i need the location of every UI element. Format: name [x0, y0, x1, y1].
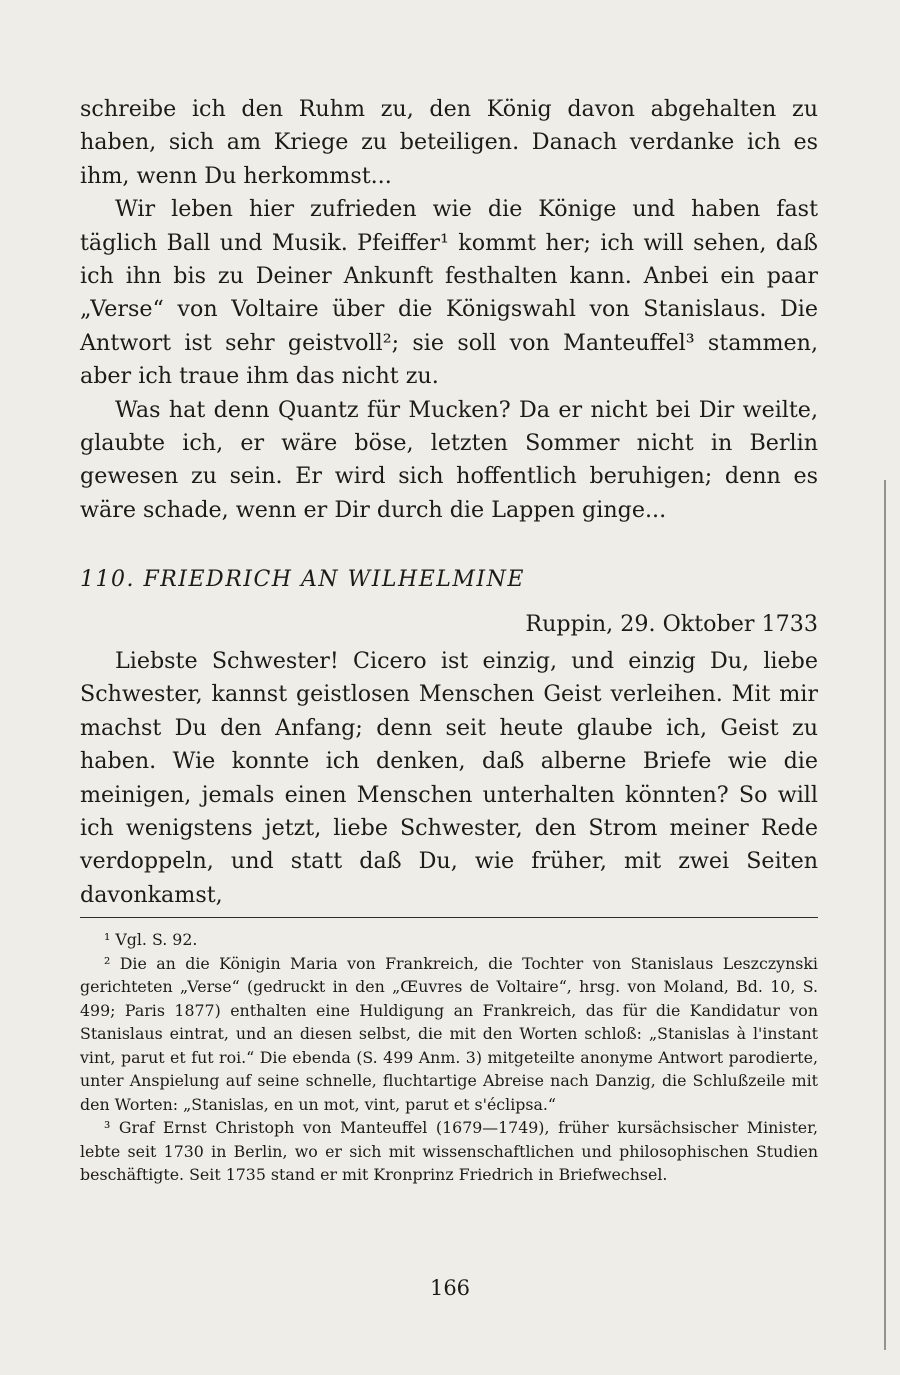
footnote-1: ¹ Vgl. S. 92. [104, 930, 198, 949]
letter-body [80, 645, 818, 912]
letter-place-date: Ruppin, 29. Oktober 1733 [525, 611, 818, 637]
footnote-divider [80, 917, 818, 918]
paragraph-3: Was hat denn Quantz für Mucken? Da er nicht bei Dir weilte, glaubte ich, er wäre böse, letzten Sommer nicht in Berlin gewesen zu sein. Er wird sich hoffentlich beruhigen; denn es wäre schade, wenn er Dir durch die Lappen ginge... [80, 396, 818, 523]
paragraph-1: schreibe ich den Ruhm zu, den König davon abgehalten zu haben, sich am Kriege zu beteiligen. Danach verdanke ich es ihm, wenn Du herkommst... [80, 96, 818, 189]
paragraph-2: Wir leben hier zufrieden wie die Könige und haben fast täglich Ball und Musik. Pfeiffer¹ kommt her; ich will sehen, daß ich ihn bis zu Deiner Ankunft festhalten kann. Anbei ein paar „Verse“ von Voltaire über die Königswahl von Stanislaus. Die Antwort ist sehr geistvoll²; sie soll von Manteuffel³ stammen, aber ich traue ihm das nicht zu. [80, 196, 818, 390]
page-edge-shadow [884, 480, 886, 1350]
footnotes [80, 928, 818, 1187]
letter-heading: 110. FRIEDRICH AN WILHELMINE [80, 567, 525, 592]
page-number: 166 [429, 1276, 471, 1300]
letter-paragraph: Liebste Schwester! Cicero ist einzig, und einzig Du, liebe Schwester, kannst geistlosen Menschen Geist verleihen. Mit mir machst Du den Anfang; denn seit heute glaube ich, Geist zu haben. Wie konnte ich denken, daß alberne Briefe wie die meinigen, jemals einen Menschen unterhalten könnten? So will ich wenigstens jetzt, liebe Schwester, den Strom meiner Rede verdoppeln, und statt daß Du, wie früher, mit zwei Seiten davonkamst, [80, 648, 818, 908]
body-text-top [80, 93, 818, 527]
footnote-3: ³ Graf Ernst Christoph von Manteuffel (1679—1749), früher kursächsischer Minister, lebte seit 1730 in Berlin, wo er sich mit wissenschaftlichen und philosophischen Studien beschäftigte. Seit 1735 stand er mit Kronprinz Friedrich in Briefwechsel. [80, 1118, 818, 1184]
footnote-2: ² Die an die Königin Maria von Frankreich, die Tochter von Stanislaus Leszczynski gerichteten „Verse“ (gedruckt in den „Œuvres de Voltaire“, hrsg. von Moland, Bd. 10, S. 499; Paris 1877) enthalten eine Huldigung an Frankreich, das für die Kandidatur von Stanislaus eintrat, und an diesen selbst, die mit den Worten schloß: „Stanislas à l'instant vint, parut et fut roi.“ Die ebenda (S. 499 Anm. 3) mitgeteilte anonyme Antwort parodierte, unter Anspielung auf seine schnelle, fluchtartige Abreise nach Danzig, die Schlußzeile mit den Worten: „Stanislas, en un mot, vint, parut et s'éclipsa.“ [80, 953, 818, 1114]
